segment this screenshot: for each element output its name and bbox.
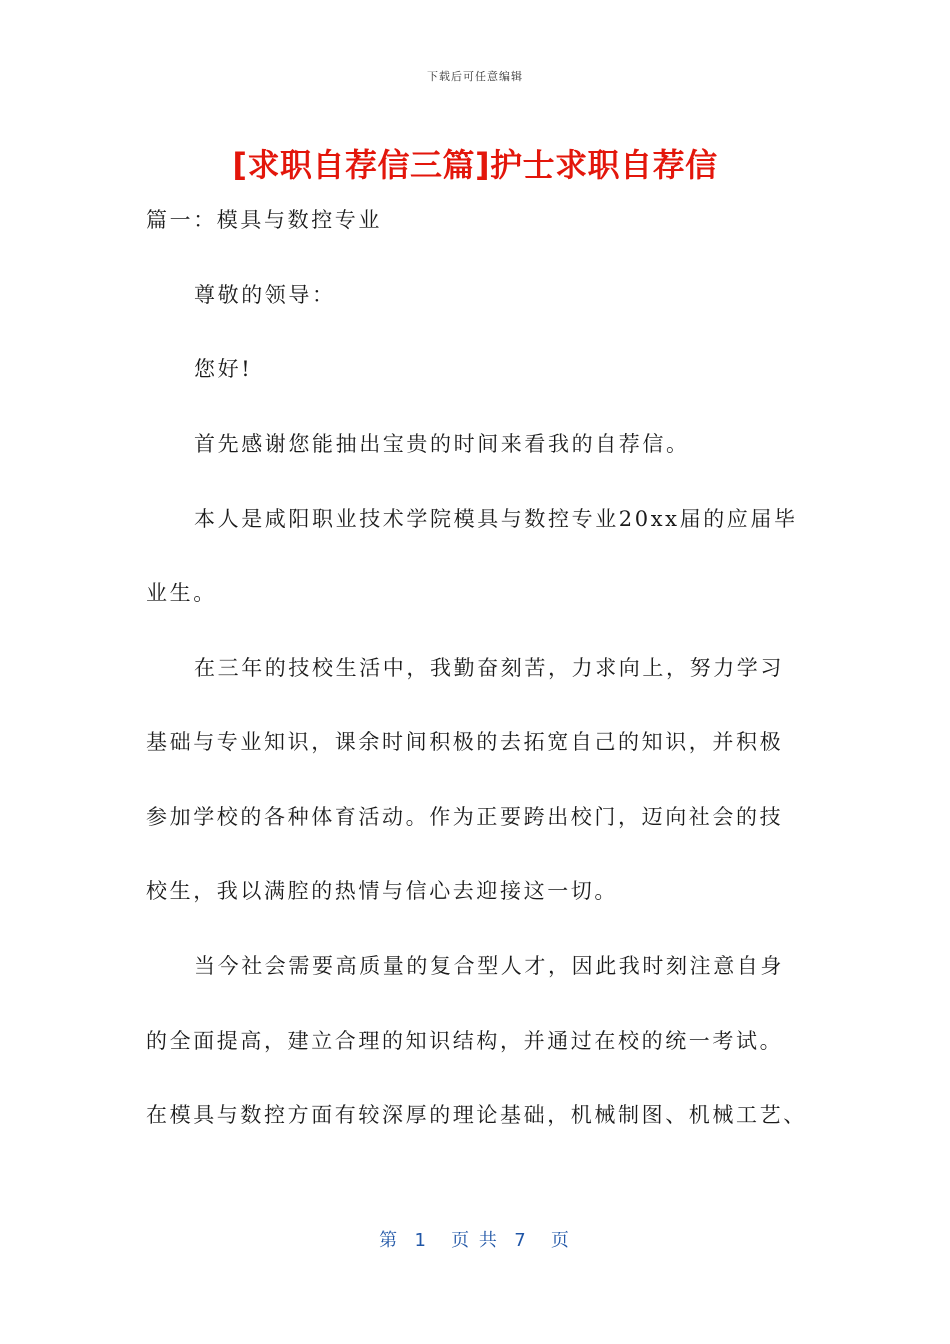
paragraph-line: 的全面提高，建立合理的知识结构，并通过在校的统一考试。 [146,1029,784,1053]
paragraph-line: 在三年的技校生活中，我勤奋刻苦，力求向上，努力学习 [194,656,784,680]
paragraph-line: 当今社会需要高质量的复合型人才，因此我时刻注意自身 [194,954,784,978]
greeting: 您好! [194,357,253,381]
section-heading: 篇一：模具与数控专业 [146,208,382,232]
paragraph-line: 本人是咸阳职业技术学院模具与数控专业20xx届的应届毕 [194,507,798,531]
paragraph-line: 首先感谢您能抽出宝贵的时间来看我的自荐信。 [194,432,690,456]
paragraph-line: 基础与专业知识，课余时间积极的去拓宽自己的知识，并积极 [146,730,784,754]
salutation: 尊敬的领导： [194,283,336,307]
paragraph-line: 在模具与数控方面有较深厚的理论基础，机械制图、机械工艺、 [146,1103,807,1127]
document-title: [求职自荐信三篇]护士求职自荐信 [232,146,718,184]
page-header-note: 下载后可任意编辑 [427,70,523,83]
paragraph-line: 业生。 [146,581,217,605]
paragraph-line: 校生，我以满腔的热情与信心去迎接这一切。 [146,879,618,903]
paragraph-line: 参加学校的各种体育活动。作为正要跨出校门，迈向社会的技 [146,805,784,829]
page-footer: 第 1 页 共 7 页 [379,1230,571,1251]
